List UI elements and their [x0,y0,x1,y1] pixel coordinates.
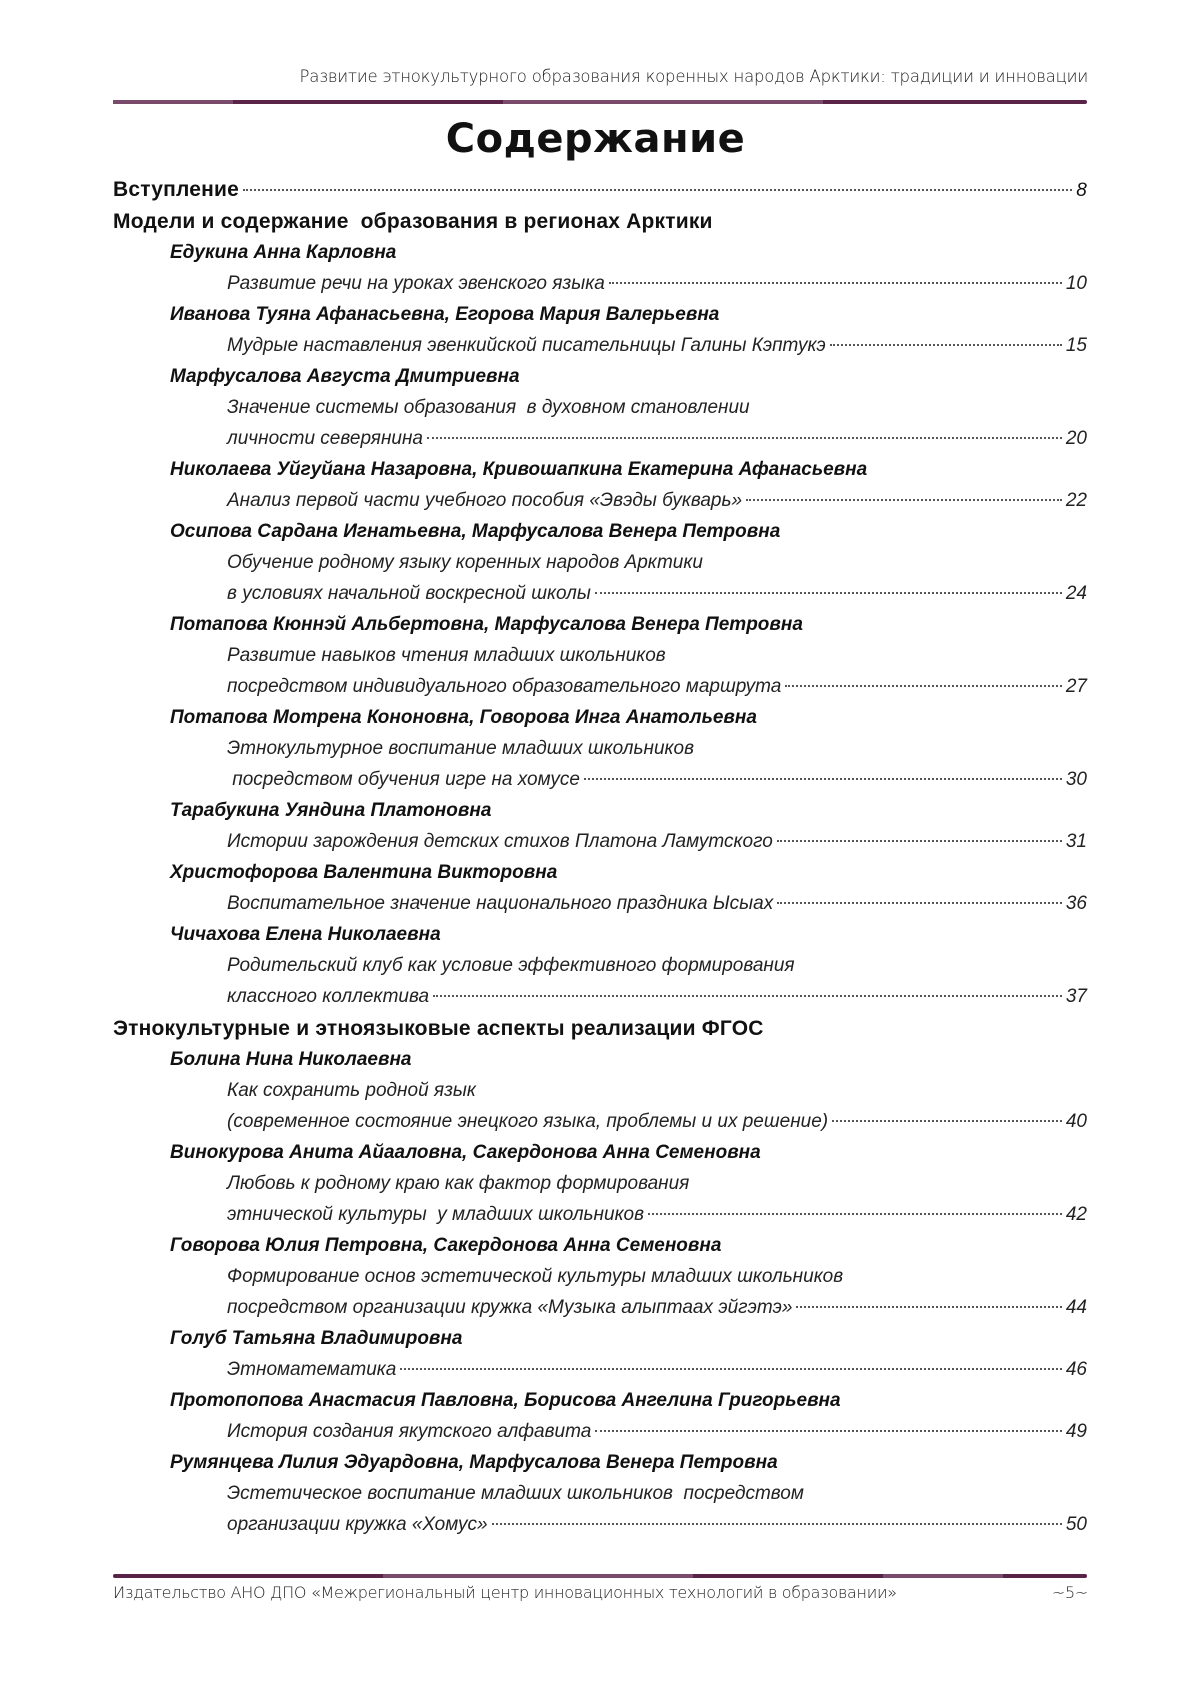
entry-title: Любовь к родному краю как фактор формирования [227,1173,690,1194]
toc-entry-title-line[interactable] [113,397,1087,428]
toc-entry-authors [113,1235,1087,1266]
dot-leader [777,840,1062,842]
dot-leader [746,499,1062,501]
author-names: Румянцева Лилия Эдуардовна, Марфусалова Венера Петровна [170,1452,778,1473]
dot-leader [595,592,1062,594]
author-names: Говорова Юлия Петровна, Сакердонова Анна Семеновна [170,1235,722,1256]
entry-title: организации кружка «Хомус» [227,1514,488,1535]
page-number: 10 [1065,273,1087,294]
dot-leader [832,1120,1062,1122]
dot-leader [427,437,1062,439]
dot-leader [400,1368,1062,1370]
entry-title: Значение системы образования в духовном становлении [227,397,750,418]
toc-entry-authors [113,1390,1087,1421]
toc-entry-link[interactable] [113,335,1087,366]
entry-title: Развитие речи на уроках эвенского языка [227,273,605,294]
header-divider [113,100,1087,104]
page-number: 31 [1065,831,1087,852]
dot-leader [243,189,1072,191]
toc-intro-label: Вступление [113,178,240,201]
toc-entry-link[interactable] [113,769,1087,800]
toc-entry-link[interactable] [113,831,1087,862]
entry-title: Этнокультурное воспитание младших школьников [227,738,694,759]
toc-entry-link[interactable] [113,1297,1087,1328]
page-number: 8 [1076,180,1087,201]
toc-entry-link[interactable] [113,1111,1087,1142]
footer-divider [113,1574,1087,1578]
entry-title: Родительский клуб как условие эффективного формирования [227,955,795,976]
toc-entry-title-line[interactable] [113,645,1087,676]
page-number: 22 [1065,490,1087,511]
entry-title: посредством организации кружка «Музыка алыптаах эйгэтэ» [227,1297,793,1318]
toc-entry-authors [113,242,1087,273]
toc-entry-link[interactable] [113,1421,1087,1452]
toc-entry-authors [113,924,1087,955]
toc-entry-link[interactable] [113,583,1087,614]
toc-entry-authors [113,707,1087,738]
toc-entry-title-line[interactable] [113,955,1087,986]
author-names: Винокурова Анита Айааловна, Сакердонова Анна Семеновна [170,1142,761,1163]
toc-entry-link[interactable] [113,1204,1087,1235]
entry-title: Этноматематика [227,1359,397,1380]
toc-section-heading[interactable] [113,210,1087,242]
toc-entry-title-line[interactable] [113,1266,1087,1297]
entry-title: посредством индивидуального образовательного маршрута [227,676,782,697]
author-names: Потапова Мотрена Кононовна, Говорова Инга Анатольевна [170,707,757,728]
toc-entry-authors [113,521,1087,552]
dot-leader [595,1430,1062,1432]
toc-entry-title-line[interactable] [113,552,1087,583]
author-names: Голуб Татьяна Владимировна [170,1328,463,1349]
toc-entry-authors [113,304,1087,335]
toc-entry-authors [113,614,1087,645]
toc-section-heading[interactable] [113,1017,1087,1049]
toc-entry-title-line[interactable] [113,1080,1087,1111]
author-names: Чичахова Елена Николаевна [170,924,441,945]
toc-entry-authors [113,800,1087,831]
entry-title: личности северянина [227,428,423,449]
publisher-text: Издательство АНО ДПО «Межрегиональный центр инновационных технологий в образовании» [113,1583,897,1602]
entry-title: Мудрые наставления эвенкийской писательницы Галины Кэптукэ [227,335,826,356]
author-names: Марфусалова Августа Дмитриевна [170,366,520,387]
author-names: Христофорова Валентина Викторовна [170,862,558,883]
dot-leader [492,1523,1062,1525]
dot-leader [796,1306,1061,1308]
page-number: 30 [1065,769,1087,790]
toc-entry-authors [113,862,1087,893]
dot-leader [785,685,1062,687]
running-header: Развитие этнокультурного образования коренных народов Арктики: традиции и инновации [299,67,1088,86]
author-names: Протопопова Анастасия Павловна, Борисова Ангелина Григорьевна [170,1390,841,1411]
entry-title: этнической культуры у младших школьников [227,1204,645,1225]
entry-title: (современное состояние энецкого языка, проблемы и их решение) [227,1111,829,1132]
page-number: 36 [1065,893,1087,914]
entry-title: История создания якутского алфавита [227,1421,592,1442]
entry-title: в условиях начальной воскресной школы [227,583,591,604]
toc-entry-authors [113,1328,1087,1359]
entry-title: Истории зарождения детских стихов Платона Ламутского [227,831,773,852]
page-number: 15 [1065,335,1087,356]
footer-page-number: ~5~ [1051,1583,1088,1602]
author-names: Иванова Туяна Афанасьевна, Егорова Мария Валерьевна [170,304,720,325]
toc-entry-link[interactable] [113,986,1087,1017]
page-number: 37 [1065,986,1087,1007]
toc-entry-link[interactable] [113,1359,1087,1390]
toc-intro[interactable] [113,178,1087,210]
dot-leader [584,778,1062,780]
toc-entry-link[interactable] [113,490,1087,521]
entry-title: посредством обучения игре на хомусе [227,769,580,790]
entry-title: Формирование основ эстетической культуры младших школьников [227,1266,844,1287]
toc-entry-title-line[interactable] [113,1173,1087,1204]
page-number: 20 [1065,428,1087,449]
page-title: Содержание [445,116,746,162]
toc-entry-authors [113,1452,1087,1483]
dot-leader [609,282,1062,284]
toc-entry-authors [113,1142,1087,1173]
toc-entry-title-line[interactable] [113,738,1087,769]
toc-entry-link[interactable] [113,1514,1087,1545]
toc-entry-title-line[interactable] [113,1483,1087,1514]
entry-title: Анализ первой части учебного пособия «Эвэды букварь» [227,490,743,511]
table-of-contents [113,178,1087,1545]
page-footer [113,1583,1088,1602]
toc-entry-authors [113,1049,1087,1080]
page-number: 44 [1065,1297,1087,1318]
toc-entry-link[interactable] [113,893,1087,924]
dot-leader [777,902,1062,904]
author-names: Болина Нина Николаевна [170,1049,412,1070]
entry-title: Как сохранить родной язык [227,1080,476,1101]
dot-leader [830,344,1062,346]
toc-entry-link[interactable] [113,676,1087,707]
section-title: Модели и содержание образования в регионах Арктики [113,210,713,233]
dot-leader [433,995,1062,997]
entry-title: Эстетическое воспитание младших школьников посредством [227,1483,804,1504]
page-number: 50 [1065,1514,1087,1535]
toc-entry-authors [113,366,1087,397]
author-names: Едукина Анна Карловна [170,242,397,263]
author-names: Осипова Сардана Игнатьевна, Марфусалова Венера Петровна [170,521,781,542]
entry-title: Воспитательное значение национального праздника Ысыах [227,893,774,914]
toc-entry-link[interactable] [113,273,1087,304]
toc-entry-link[interactable] [113,428,1087,459]
page-number: 24 [1065,583,1087,604]
page-number: 46 [1065,1359,1087,1380]
author-names: Тарабукина Уяндина Платоновна [170,800,492,821]
author-names: Потапова Кюннэй Альбертовна, Марфусалова Венера Петровна [170,614,803,635]
entry-title: Развитие навыков чтения младших школьников [227,645,666,666]
page-number: 27 [1065,676,1087,697]
page-number: 42 [1065,1204,1087,1225]
page-number: 40 [1065,1111,1087,1132]
dot-leader [648,1213,1062,1215]
entry-title: классного коллектива [227,986,430,1007]
toc-entry-authors [113,459,1087,490]
author-names: Николаева Уйгуйана Назаровна, Кривошапкина Екатерина Афанасьевна [170,459,868,480]
section-title: Этнокультурные и этноязыковые аспекты реализации ФГОС [113,1017,764,1040]
entry-title: Обучение родному языку коренных народов Арктики [227,552,703,573]
page-number: 49 [1065,1421,1087,1442]
